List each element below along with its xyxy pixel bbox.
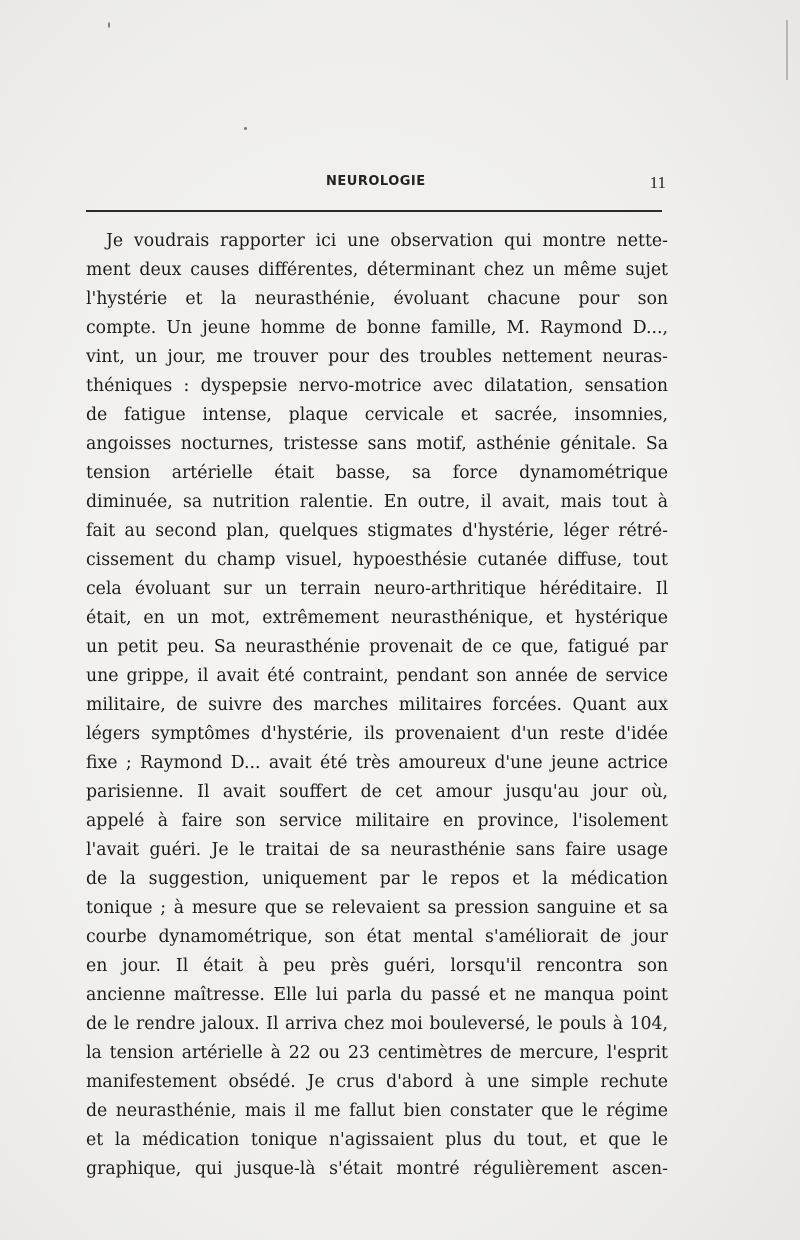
text-line: parisienne. Il avait souffert de cet amour jusqu'au jour où, <box>86 782 668 802</box>
text-line: tension artérielle était basse, sa force dynamométrique <box>86 463 668 483</box>
text-line: militaire, de suivre des marches militaires forcées. Quant aux <box>86 695 668 715</box>
page-number: 11 <box>649 173 666 192</box>
text-line: une grippe, il avait été contraint, pendant son année de service <box>86 666 668 686</box>
page-edge-shadow <box>786 20 788 80</box>
text-line: vint, un jour, me trouver pour des troubles nettement neuras- <box>86 347 668 367</box>
text-line: cissement du champ visuel, hypoesthésie cutanée diffuse, tout <box>86 550 668 570</box>
text-line: courbe dynamométrique, son état mental s'améliorait de jour <box>86 927 668 947</box>
text-line: angoisses nocturnes, tristesse sans motif, asthénie génitale. Sa <box>86 434 668 454</box>
text-line: était, en un mot, extrêmement neurasthénique, et hystérique <box>86 608 668 628</box>
text-line: graphique, qui jusque-là s'était montré régulièrement ascen- <box>86 1159 668 1179</box>
running-header <box>86 174 668 196</box>
text-line: ment deux causes différentes, déterminant chez un même sujet <box>86 260 668 280</box>
text-line: tonique ; à mesure que se relevaient sa pression sanguine et sa <box>86 898 668 918</box>
text-line: cela évoluant sur un terrain neuro-arthritique héréditaire. Il <box>86 579 668 599</box>
header-title: NEUROLOGIE <box>326 174 426 189</box>
text-line: compte. Un jeune homme de bonne famille, M. Raymond D..., <box>86 318 668 338</box>
paper-speck <box>108 22 110 28</box>
text-line: diminuée, sa nutrition ralentie. En outre, il avait, mais tout à <box>86 492 668 512</box>
text-line: manifestement obsédé. Je crus d'abord à une simple rechute <box>86 1072 668 1092</box>
text-line: légers symptômes d'hystérie, ils provenaient d'un reste d'idée <box>86 724 668 744</box>
text-line: appelé à faire son service militaire en province, l'isolement <box>86 811 668 831</box>
text-line: de neurasthénie, mais il me fallut bien constater que le régime <box>86 1101 668 1121</box>
text-line: la tension artérielle à 22 ou 23 centimètres de mercure, l'esprit <box>86 1043 668 1063</box>
text-line: en jour. Il était à peu près guéri, lorsqu'il rencontra son <box>86 956 668 976</box>
paper-speck <box>244 127 247 130</box>
text-line: ancienne maîtresse. Elle lui parla du passé et ne manqua point <box>86 985 668 1005</box>
text-line: de la suggestion, uniquement par le repos et la médication <box>86 869 668 889</box>
text-line: l'hystérie et la neurasthénie, évoluant chacune pour son <box>86 289 668 309</box>
text-line: Je voudrais rapporter ici une observation qui montre nette- <box>106 231 668 251</box>
text-line: de le rendre jaloux. Il arriva chez moi bouleversé, le pouls à 104, <box>86 1014 668 1034</box>
text-line: fait au second plan, quelques stigmates d'hystérie, léger rétré- <box>86 521 668 541</box>
text-line: et la médication tonique n'agissaient plus du tout, et que le <box>86 1130 668 1150</box>
body-text <box>86 227 668 1184</box>
text-line: de fatigue intense, plaque cervicale et sacrée, insomnies, <box>86 405 668 425</box>
text-line: l'avait guéri. Je le traitai de sa neurasthénie sans faire usage <box>86 840 668 860</box>
text-line: théniques : dyspepsie nervo-motrice avec dilatation, sensation <box>86 376 668 396</box>
header-rule <box>86 210 662 212</box>
text-line: fixe ; Raymond D... avait été très amoureux d'une jeune actrice <box>86 753 668 773</box>
text-line: un petit peu. Sa neurasthénie provenait de ce que, fatigué par <box>86 637 668 657</box>
